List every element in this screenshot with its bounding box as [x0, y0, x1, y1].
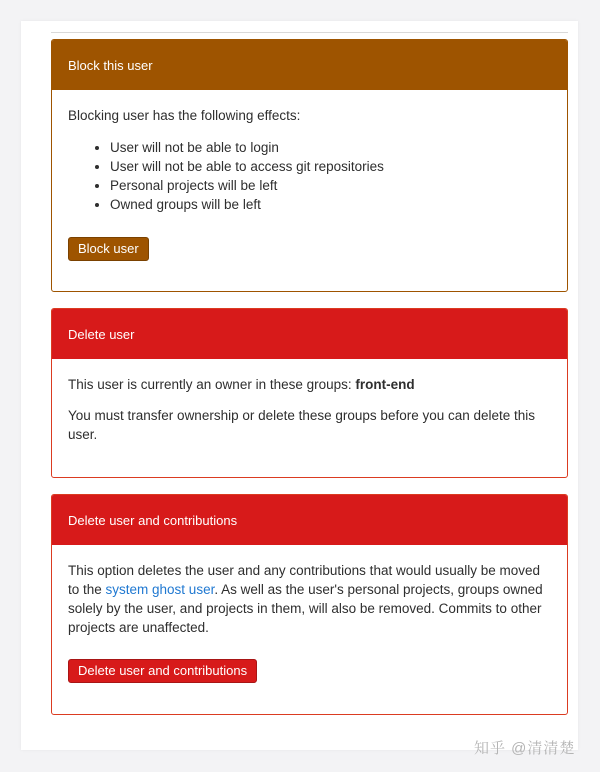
block-user-intro: Blocking user has the following effects:	[68, 108, 301, 123]
block-user-button[interactable]: Block user	[68, 237, 149, 261]
delete-user-title: Delete user	[68, 326, 135, 342]
delete-contributions-card-header	[52, 495, 567, 545]
description-part-1: This option deletes the user and any contributions that would usually be moved to the	[68, 563, 541, 597]
divider	[51, 32, 568, 33]
block-effect-item: • Owned groups will be left	[110, 195, 551, 214]
delete-contributions-description	[68, 561, 551, 637]
block-user-title: Block this user	[68, 57, 153, 73]
owner-groups-label: This user is currently an owner in these groups:	[68, 377, 356, 392]
delete-contributions-card-body	[52, 545, 567, 683]
watermark: 知乎 @清清楚	[474, 740, 576, 757]
block-user-card-header	[52, 40, 567, 90]
block-effect-item: • Personal projects will be left	[110, 176, 551, 195]
system-ghost-user-link[interactable]: system ghost user	[105, 582, 215, 597]
block-effect-item: • User will not be able to access git repositories	[110, 157, 551, 176]
block-effect-item: • User will not be able to login	[110, 138, 551, 157]
group-name: front-end	[355, 377, 415, 392]
description-part-2: . As well as the user's personal projects, groups owned solely by the user, and projects in them, will also be removed. Commits to other projects are unaffected.	[68, 582, 543, 635]
delete-user-card-body	[52, 359, 567, 444]
delete-user-and-contributions-button[interactable]: Delete user and contributions	[68, 659, 257, 683]
delete-user-card-header	[52, 309, 567, 359]
block-user-card-body	[52, 90, 567, 261]
block-effects-list	[68, 138, 551, 214]
delete-contributions-title: Delete user and contributions	[68, 512, 238, 528]
owner-groups-text	[68, 375, 551, 394]
admin-user-page	[21, 21, 578, 750]
block-user-card	[51, 39, 568, 292]
transfer-ownership-text: You must transfer ownership or delete these groups before you can delete this user.	[68, 408, 536, 442]
delete-user-card	[51, 308, 568, 478]
delete-contributions-card	[51, 494, 568, 715]
